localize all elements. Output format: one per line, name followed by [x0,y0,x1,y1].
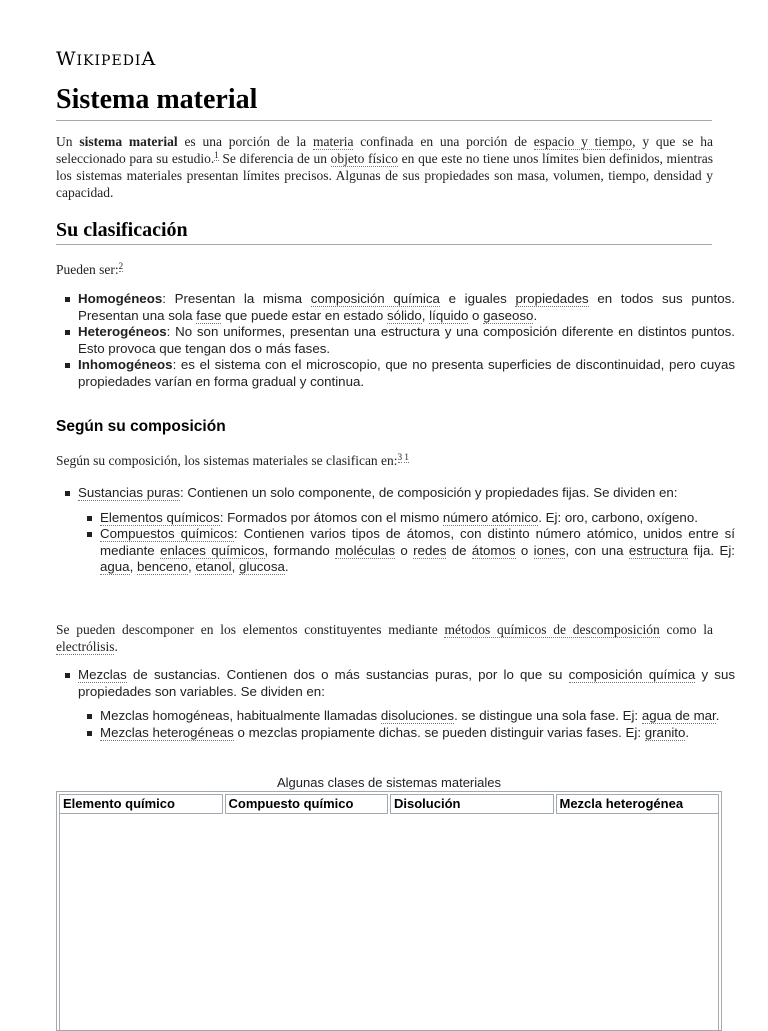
link-redes[interactable]: redes [413,542,447,558]
table-header-cell: Mezcla heterogénea [556,794,720,814]
link-agua-de-mar[interactable]: agua de mar [641,708,716,723]
composicion-list [56,485,735,576]
section-heading-composicion: Según su composición [56,418,226,435]
wordmark-smallcaps: IKIPEDI [76,53,142,69]
link-composicion-quimica-2[interactable]: composición química [568,667,696,682]
section-heading-clasificacion: Su clasificación [56,218,712,245]
link-benceno[interactable]: benceno [136,559,189,574]
table-header-cell: Elemento químico [59,794,223,814]
link-fase[interactable]: fase [196,307,222,323]
link-solido[interactable]: sólido [387,307,422,323]
list-item-compuestos: Compuestos químicos: Contienen varios tipos de átomos, con distinto número atómico, unidos entre sí mediante enlaces químicos, formando moléculas o redes de átomos o iones, con una estructura fija. Ej: agua, benceno, etanol, glucosa. [100,526,735,574]
wordmark-initial: W [56,48,77,70]
link-granito[interactable]: granito [644,724,686,740]
link-moleculas[interactable]: moléculas [335,542,395,558]
link-propiedades[interactable]: propiedades [515,291,589,306]
table-caption: Algunas clases de sistemas materiales [277,775,501,790]
table-header-cell: Compuesto químico [225,794,389,814]
link-mezclas[interactable]: Mezclas [78,667,127,682]
link-liquido[interactable]: líquido [429,307,469,323]
link-compuestos-quimicos[interactable]: Compuestos químicos [100,526,234,541]
list-item-homogeneos: Homogéneos: Presentan la misma composición química e iguales propiedades en todos sus puntos. Presentan una sola fase que puede estar en estado sólido, líquido o gaseoso. [78,291,735,323]
intro-paragraph: Un sistema material es una porción de la materia confinada en una porción de espacio y tiempo, y que se ha seleccionado para su estudio.$^1$ Se diferencia de un objeto físico en que este no tiene unos límites bien definidos, mientras los sistemas materiales presentan límites precisos. Algunas de sus propiedades son masa, volumen, tiempo, densidad y capacidad. [56,134,714,200]
descomposicion-paragraph: Se pueden descomponer en los elementos constituyentes mediante métodos químicos de descomposición como la electrólisis. [56,622,713,654]
link-gaseoso[interactable]: gaseoso [483,307,534,323]
link-disoluciones[interactable]: disoluciones [380,708,455,723]
wordmark-final: A [141,48,157,70]
clasificacion-list [56,291,735,390]
table-inner-border-right [718,814,719,1030]
sistemas-table [56,791,722,1031]
link-metodos-descomposicion[interactable]: métodos químicos de descomposición [444,622,660,637]
list-item-mezclas-homogeneas: Mezclas homogéneas, habitualmente llamadas disoluciones. se distingue una sola fase. Ej: agua de mar. [100,708,735,725]
link-atomos[interactable]: átomos [471,542,516,558]
link-materia[interactable]: materia [312,134,354,149]
bold-term: sistema material [79,134,178,149]
link-glucosa[interactable]: glucosa [239,559,285,574]
link-elementos-quimicos[interactable]: Elementos químicos [100,509,220,525]
table-inner-border-left [59,814,60,1030]
link-enlaces-quimicos[interactable]: enlaces químicos [160,542,265,558]
wikipedia-wordmark[interactable] [56,48,156,70]
reference-3[interactable]: 3 [397,451,403,462]
link-espacio-tiempo[interactable]: espacio y tiempo [533,134,633,149]
mezclas-list [56,667,735,741]
list-item-sustancias-puras: Sustancias puras: Contienen un solo componente, de composición y propiedades fijas. Se dividen en: Elementos químicos: Formados por átomos con el mismo número atómico. Ej: oro, carbono, oxígeno. Compuestos químicos: Contienen varios tipos de átomos, con distinto número atómico, unidos entre sí mediante enlaces químicos, formando moléculas o redes de átomos o iones, con una estructura fija. Ej: agua, benceno, etanol, glucosa. [78,485,735,574]
table-header-cell: Disolución [390,794,554,814]
link-iones[interactable]: iones [533,542,566,558]
link-estructura[interactable]: estructura [628,542,689,558]
link-agua[interactable]: agua [100,559,130,574]
sustancias-sublist [78,510,735,576]
list-item-mezclas: Mezclas de sustancias. Contienen dos o más sustancias puras, por lo que su composición química y sus propiedades son variables. Se dividen en: Mezclas homogéneas, habitualmente llamadas disoluciones. se distingue una sola fase. Ej: agua de mar. Mezclas heterogéneas o mezclas propiamente dichas. se pueden distinguir varias fases. Ej: granito. [78,667,735,740]
reference-2[interactable]: 2 [118,260,124,271]
section-lead: Pueden ser:$^2$ [56,260,124,277]
list-item-mezclas-heterogeneas: Mezclas heterogéneas o mezclas propiamente dichas. se pueden distinguir varias fases. Ej: granito. [100,725,735,742]
page-title: Sistema material [56,82,712,121]
link-objeto-fisico[interactable]: objeto físico [330,151,399,166]
link-electrolisis[interactable]: electrólisis [56,639,115,654]
link-mezclas-heterogeneas[interactable]: Mezclas heterogéneas [100,724,234,740]
list-item-inhomogeneos: Inhomogéneos: es el sistema con el microscopio, que no presenta superficies de discontinuidad, pero cuyas propiedades varían en forma gradual y continua. [78,357,735,389]
link-numero-atomico[interactable]: número atómico [442,509,539,525]
list-item-heterogeneos: Heterogéneos: No son uniformes, presentan una estructura y una composición diferente en distintos puntos. Esto provoca que tengan dos o más fases. [78,324,735,356]
mezclas-sublist [78,708,735,741]
composicion-lead: Según su composición, los sistemas materiales se clasifican en:$^{3 1}$ [56,451,409,468]
list-item-elementos: Elementos químicos: Formados por átomos con el mismo número atómico. Ej: oro, carbono, oxígeno. [100,510,735,527]
link-sustancias-puras[interactable]: Sustancias puras [78,485,180,500]
reference-1b[interactable]: 1 [404,451,409,462]
table-header-row [59,794,719,814]
reference-1[interactable]: 1 [214,149,219,160]
link-composicion-quimica[interactable]: composición química [310,291,440,306]
link-etanol[interactable]: etanol [195,559,232,574]
